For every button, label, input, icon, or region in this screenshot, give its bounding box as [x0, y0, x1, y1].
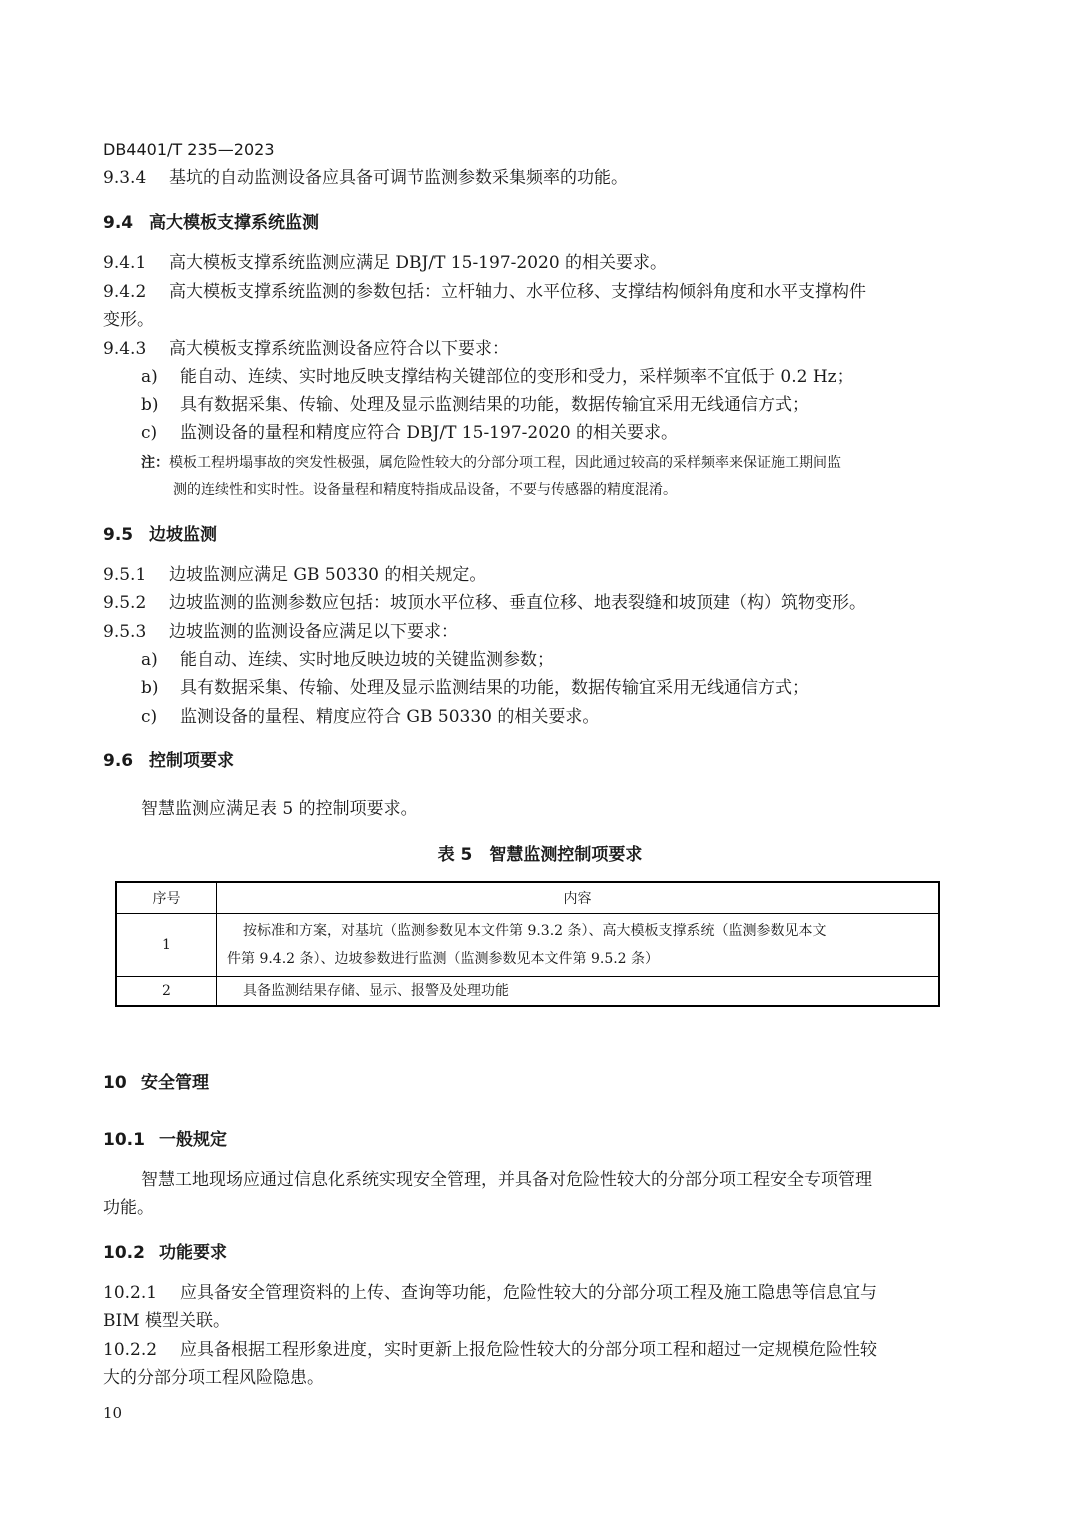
page-number: 10: [103, 1404, 123, 1422]
clause-text: 高大模板支撑系统监测设备应符合以下要求：: [169, 339, 509, 359]
paragraph-cont: 功能。: [103, 1198, 154, 1218]
row-content-line: 按标准和方案，对基坑（监测参数见本文件第 9.3.2 条）、高大模板支撑系统（监测参数见本文: [243, 923, 827, 939]
chapter-number: 10: [103, 1073, 127, 1093]
section-number: 10.1: [103, 1130, 145, 1150]
list-text: 具有数据采集、传输、处理及显示监测结果的功能，数据传输宜采用无线通信方式；: [180, 395, 809, 415]
list-item: [141, 363, 854, 391]
clause-text: 应具备安全管理资料的上传、查询等功能，危险性较大的分部分项工程及施工隐患等信息宜与: [180, 1283, 877, 1303]
clause-9-4-3: [103, 335, 509, 363]
table-row: [116, 914, 939, 977]
clause-number: 9.5.1: [103, 565, 147, 585]
note-cont: 测的连续性和实时性。设备量程和精度特指成品设备，不要与传感器的精度混淆。: [173, 482, 677, 498]
list-label: a): [141, 367, 158, 387]
clause-number: 9.4.2: [103, 282, 147, 302]
row-content-line: 件第 9.4.2 条）、边坡参数进行监测（监测参数见本文件第 9.5.2 条）: [227, 951, 660, 967]
clause-text: 基坑的自动监测设备应具备可调节监测参数采集频率的功能。: [169, 168, 628, 188]
clause-9-3-4: [103, 164, 628, 192]
section-number: 9.6: [103, 751, 134, 771]
clause-text: 边坡监测的监测设备应满足以下要求：: [169, 622, 458, 642]
list-text: 能自动、连续、实时地反映边坡的关键监测参数；: [180, 650, 554, 670]
clause-number: 10.2.1: [103, 1283, 158, 1303]
table-5: [115, 881, 940, 1007]
list-item: [141, 419, 678, 447]
list-text: 具有数据采集、传输、处理及显示监测结果的功能，数据传输宜采用无线通信方式；: [180, 678, 809, 698]
list-item: [141, 391, 809, 419]
note: [141, 451, 841, 475]
section-heading-10-1: [103, 1125, 227, 1150]
clause-text: 高大模板支撑系统监测的参数包括：立杆轴力、水平位移、支撑结构倾斜角度和水平支撑构件: [169, 282, 866, 302]
section-number: 9.5: [103, 525, 134, 545]
row-content: 具备监测结果存储、显示、报警及处理功能: [217, 977, 940, 1007]
list-item: [141, 703, 599, 731]
clause-text: 高大模板支撑系统监测应满足 DBJ/T 15-197-2020 的相关要求。: [169, 253, 668, 273]
list-item: [141, 646, 554, 674]
clause-text: 边坡监测应满足 GB 50330 的相关规定。: [169, 565, 487, 585]
section-title: 控制项要求: [149, 751, 234, 771]
clause-number: 9.5.3: [103, 622, 147, 642]
clause-number: 9.5.2: [103, 593, 147, 613]
clause-9-5-2: [103, 589, 866, 617]
section-title: 边坡监测: [149, 525, 217, 545]
table-header-row: [116, 882, 939, 914]
table-caption: 表 5 智慧监测控制项要求: [437, 845, 643, 865]
note-label: 注：: [141, 455, 169, 471]
paragraph: 智慧工地现场应通过信息化系统实现安全管理，并具备对危险性较大的分部分项工程安全专项管理: [141, 1170, 872, 1190]
clause-number: 10.2.2: [103, 1340, 158, 1360]
list-label: c): [141, 707, 158, 727]
clause-9-4-2-cont: 变形。: [103, 310, 154, 330]
clause-number: 9.4.1: [103, 253, 147, 273]
clause-text: 边坡监测的监测参数应包括：坡顶水平位移、垂直位移、地表裂缝和坡顶建（构）筑物变形。: [169, 593, 866, 613]
table-row: [116, 977, 939, 1007]
section-title: 功能要求: [159, 1243, 227, 1263]
section-heading-9-6: [103, 746, 234, 771]
list-label: b): [141, 678, 159, 698]
section-title: 高大模板支撑系统监测: [149, 213, 319, 233]
note-text: 模板工程坍塌事故的突发性极强，属危险性较大的分部分项工程，因此通过较高的采样频率来保证施工期间监: [169, 455, 841, 471]
list-text: 能自动、连续、实时地反映支撑结构关键部位的变形和受力，采样频率不宜低于 0.2 Hz；: [180, 367, 854, 387]
clause-9-4-2: [103, 278, 866, 306]
list-text: 监测设备的量程和精度应符合 DBJ/T 15-197-2020 的相关要求。: [180, 423, 679, 443]
section-heading-9-5: [103, 520, 217, 545]
clause-number: 9.3.4: [103, 168, 147, 188]
row-number: 2: [116, 977, 217, 1007]
clause-10-2-2-cont: 大的分部分项工程风险隐患。: [103, 1368, 324, 1388]
clause-9-4-1: [103, 249, 667, 277]
standard-code: DB4401/T 235—2023: [103, 140, 275, 159]
column-header: 序号: [116, 882, 217, 914]
section-title: 一般规定: [159, 1130, 227, 1150]
list-label: b): [141, 395, 159, 415]
row-content: [217, 914, 940, 977]
section-number: 10.2: [103, 1243, 145, 1263]
section-heading-9-4: [103, 208, 319, 233]
list-label: a): [141, 650, 158, 670]
chapter-title: 安全管理: [141, 1073, 209, 1093]
list-item: [141, 674, 809, 702]
column-header: 内容: [217, 882, 940, 914]
clause-9-5-1: [103, 561, 486, 589]
section-heading-10-2: [103, 1238, 227, 1263]
clause-9-5-3: [103, 618, 458, 646]
list-label: c): [141, 423, 158, 443]
clause-10-2-1-cont: BIM 模型关联。: [103, 1311, 231, 1331]
clause-text: 应具备根据工程形象进度，实时更新上报危险性较大的分部分项工程和超过一定规模危险性较: [180, 1340, 877, 1360]
chapter-heading-10: [103, 1068, 209, 1093]
clause-10-2-1: [103, 1279, 877, 1307]
clause-number: 9.4.3: [103, 339, 147, 359]
section-number: 9.4: [103, 213, 134, 233]
clause-10-2-2: [103, 1336, 877, 1364]
row-number: 1: [116, 914, 217, 977]
paragraph: 智慧监测应满足表 5 的控制项要求。: [141, 799, 418, 819]
list-text: 监测设备的量程、精度应符合 GB 50330 的相关要求。: [180, 707, 600, 727]
